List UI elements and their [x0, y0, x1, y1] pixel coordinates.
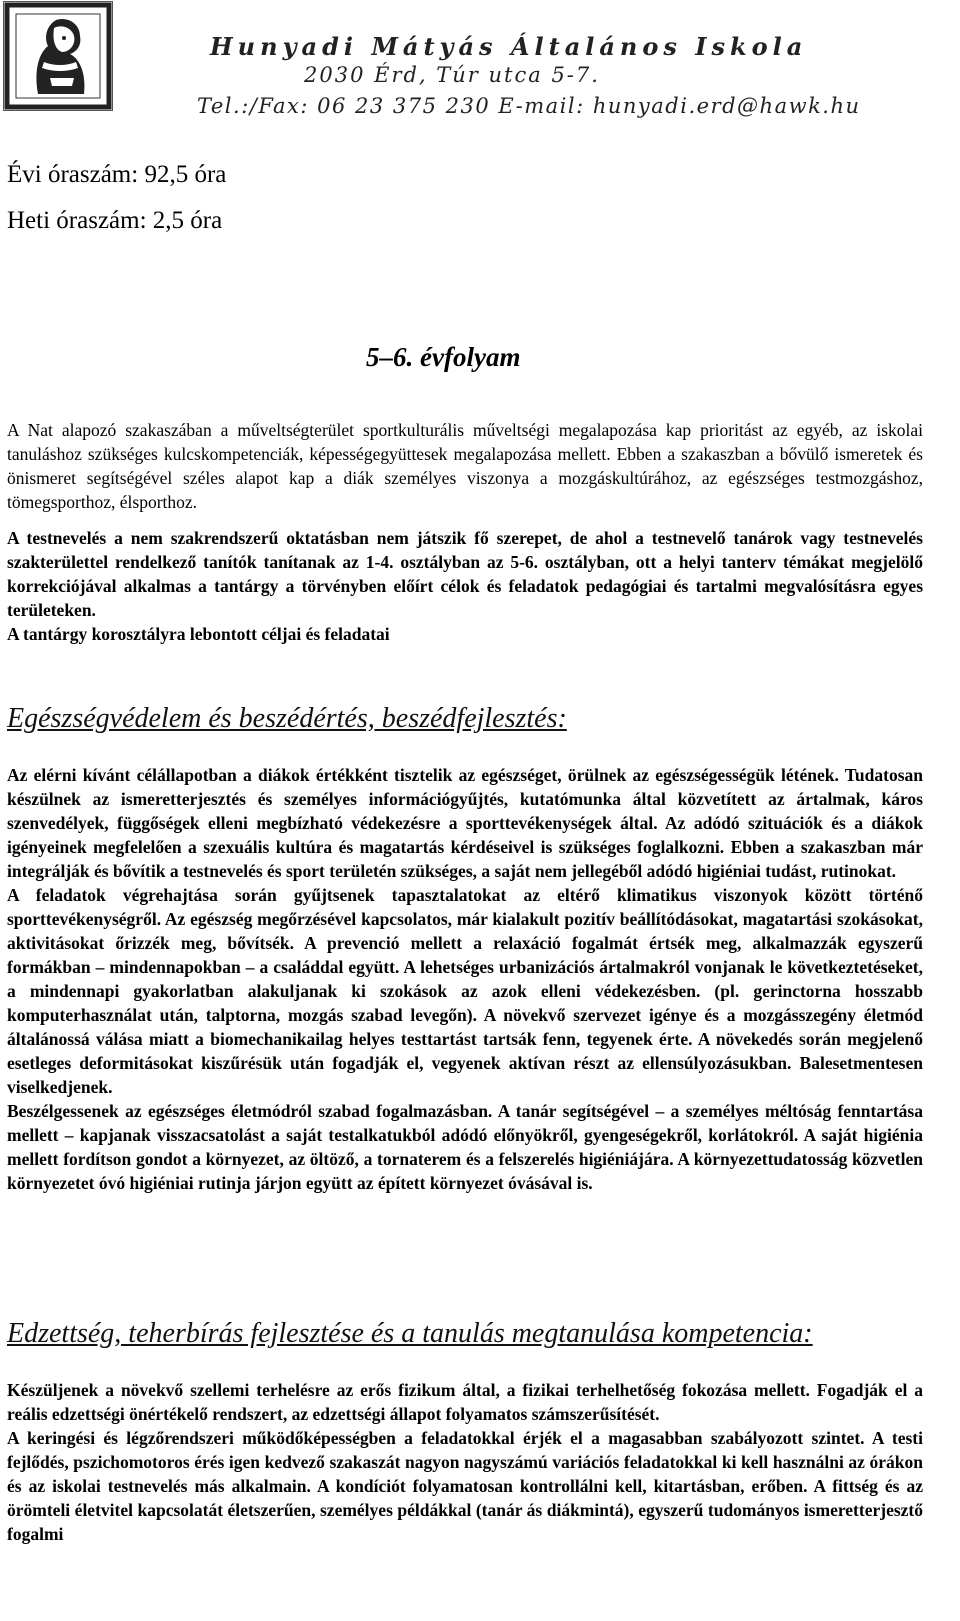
section-fitness-title: Edzettség, teherbírás fejlesztése és a tanulás megtanulása kompetencia: — [7, 1318, 813, 1349]
section-health-title: Egészségvédelem és beszédértés, beszédfejlesztés: — [7, 703, 567, 734]
intro-paragraph-1: A Nat alapozó szakaszában a műveltségterület sportkulturális műveltségi megalapozása kap prioritást az egyéb, az iskolai tanuláshoz szükséges kulcskompetenciák, képességegyüttesek megalapozása mellett. Ebben a szakaszban a bővülő ismeretek és önismeret segítségével széles alapot kap a diák személyes viszonya a mozgáskultúrához, az egészséges testmozgáshoz, tömegsporthoz, élsporthoz. — [7, 420, 923, 512]
intro-block — [7, 418, 923, 646]
health-paragraph-2: A feladatok végrehajtása során gyűjtsenek tapasztalatokat az eltérő klimatikus viszonyok között történő sporttevékenységről. Az egészség megőrzésével kapcsolatos, már kialakult pozitív beállítódásokat, magatartási szokásokat, aktivitásokat őrizzék meg, bővítsék. A prevenció mellett a relaxáció fogalmát értsék meg, alkalmazzák egyszerű formákban – mindennapokban – a családdal együtt. A lehetséges urbanizációs ártalmakról vonjanak le következtetéseket, a mindennapi gyakorlatban alakuljanak ki szokások az azok elleni védekezésben. (pl. gerinctorna hosszabb komputerhasználat után, talptorna, mozgás szabad levegőn). A növekvő szervezet igénye és a mozgásszegény életmód általánossá válása miatt a biomechanikailag helyes testtartást tartsák fenn, tegyenek érte. A növekedés során megjelenő esetleges deformitásokat kiszűrésük után fogadják el, vegyenek aktívan részt az ellensúlyozásukban. Balesetmentesen viselkedjenek. — [7, 885, 923, 1097]
fitness-paragraph-1: Készüljenek a növekvő szellemi terhelésre az erős fizikum által, a fizikai terhelhetőség fokozása mellett. Fogadják el a reális edzettségi önértékelő rendszert, az edzettségi állapot folyamatos számszerűsítését. — [7, 1380, 923, 1424]
school-seal-logo — [3, 1, 113, 111]
school-contact: Tel.:/Fax: 06 23 375 230 E-mail: hunyadi.erd@hawk.hu — [197, 94, 861, 118]
health-paragraph-3: Beszélgessenek az egészséges életmódról szabad fogalmazásban. A tanár segítségével – a személyes méltóság fenntartása mellett – kapjanak visszacsatolást a saját testalkatukból adódó előnyökről, gyengeségekről, korlátokról. A saját higiénia mellett fordítson gondot a környezet, az öltöző, a tornaterem és a felszerelés higiéniájára. A környezettudatosság közvetlen környezetet óvó higiéniai rutinja járjon együtt az épített környezet óvásával is. — [7, 1101, 923, 1193]
weekly-hours: Heti óraszám: 2,5 óra — [7, 207, 223, 234]
school-name: Hunyadi Mátyás Általános Iskola — [210, 32, 808, 61]
seal-graphic — [4, 2, 112, 110]
section-fitness-body — [7, 1378, 923, 1546]
grade-title: 5–6. évfolyam — [366, 342, 521, 372]
intro-paragraph-3: A tantárgy korosztályra lebontott céljai és feladatai — [7, 624, 390, 644]
fitness-paragraph-2: A keringési és légzőrendszeri működőképességben a feladatokkal érjék el a magasabban szabályozott szintet. A testi fejlődés, pszichomotoros érés igen kedvező szakaszát nagyon nagyszámú variációs feladatokkal ki kell használni az órákon és az iskolai testnevelés más alkalmain. A kondíciót folyamatosan kontrollálni kell, kitartásban, erőben. A fittség és az örömteli életvitel kapcsolatát életszerűen, személyes példákkal (tanár ás diákmintá), egyszerű tudományos ismeretterjesztő fogalmi — [7, 1428, 923, 1544]
health-paragraph-1: Az elérni kívánt célállapotban a diákok értékként tisztelik az egészséget, örülnek az egészségességük létének. Tudatosan készülnek az ismeretterjesztés és személyes információgyűjtés, kutatómunka által közvetített az ártalmak, káros szenvedélyek, függőségek elleni megbízható védekezésre a sporttevékenységek által. Az adódó szituációk és a diákok igényeinek megfelelően a szexuális kultúra és magatartás kérdéseivel is szükséges foglalkozni. Ebben a szakaszban már integrálják és bővítik a testnevelés és sport területén szükséges, a saját nem jellegéből adódó higiéniai tudást, rutinokat. — [7, 765, 923, 881]
annual-hours: Évi óraszám: 92,5 óra — [7, 161, 227, 188]
section-health-body — [7, 763, 923, 1195]
school-address: 2030 Érd, Túr utca 5-7. — [304, 63, 600, 87]
intro-paragraph-2: A testnevelés a nem szakrendszerű oktatásban nem játszik fő szerepet, de ahol a testnevelő tanárok vagy testnevelés szakterülettel rendelkező tanítók tanítanak az 1-4. osztályban az 5-6. osztályban, ott a helyi tanterv témákat megjelölő korrekciójával alkalmas a tantárgy a törvényben előírt célok és feladatok pedagógiai és tartalmi megvalósításra egyes területeken. — [7, 528, 923, 620]
